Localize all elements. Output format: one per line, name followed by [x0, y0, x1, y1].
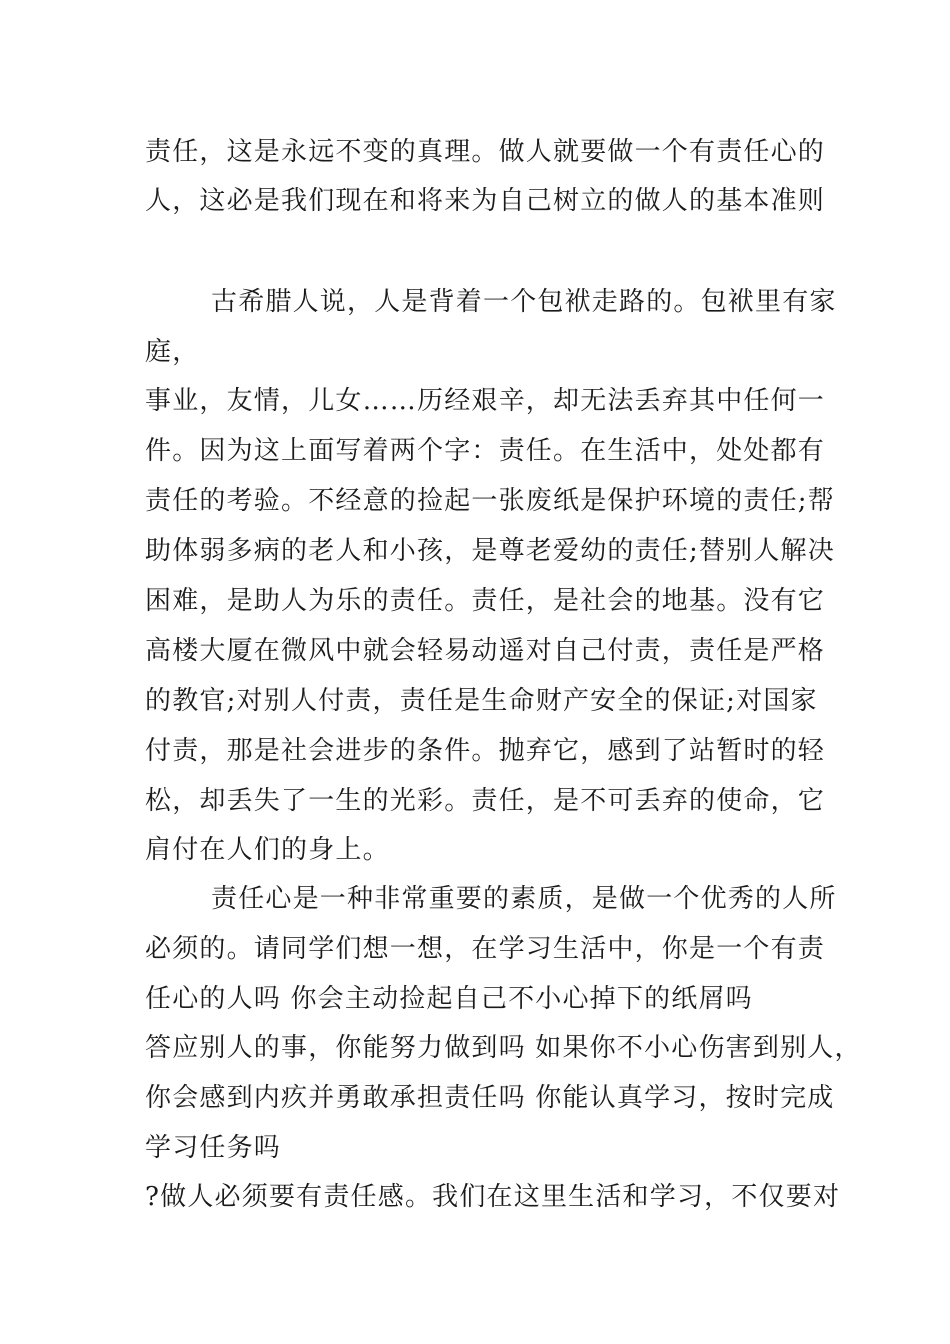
text-line: 责任的考验。不经意的捡起一张废纸是保护环境的责任;帮	[145, 486, 835, 516]
text-line: 高楼大厦在微风中就会轻易动遥对自己付责，责任是严格	[145, 636, 826, 666]
text-line: 责任，这是永远不变的真理。做人就要做一个有责任心的	[145, 137, 826, 167]
text-line: 困难，是助人为乐的责任。责任，是社会的地基。没有它	[145, 586, 826, 616]
text-line: 肩付在人们的身上。	[145, 835, 390, 865]
text-line: 松，却丢失了一生的光彩。责任，是不可丢弃的使命，它	[145, 786, 826, 816]
text-line: 你会感到内疚并勇敢承担责任吗 你能认真学习，按时完成	[145, 1083, 835, 1113]
text-line: 答应别人的事，你能努力做到吗 如果你不小心伤害到别人，	[145, 1033, 862, 1063]
text-line: 事业，友情，儿女……历经艰辛，却无法丢弃其中任何一	[145, 386, 826, 416]
text-line: 件。因为这上面写着两个字：责任。在生活中，处处都有	[145, 436, 826, 466]
text-line: 任心的人吗 你会主动捡起自己不小心掉下的纸屑吗	[145, 984, 753, 1014]
text-line: 人，这必是我们现在和将来为自己树立的做人的基本准则	[145, 186, 826, 216]
text-line: 必须的。请同学们想一想，在学习生活中，你是一个有责	[145, 934, 826, 964]
text-line: 助体弱多病的老人和小孩，是尊老爱幼的责任;替别人解决	[145, 536, 835, 566]
text-line: 学习任务吗	[145, 1133, 282, 1163]
text-line: 的教官;对别人付责，责任是生命财产安全的保证;对国家	[145, 686, 818, 716]
paragraph-first-line: 古希腊人说，人是背着一个包袱走路的。包袱里有家	[211, 287, 837, 317]
paragraph-first-line: 责任心是一种非常重要的素质，是做一个优秀的人所	[211, 884, 837, 914]
text-line: ?做人必须要有责任感。我们在这里生活和学习，不仅要对	[145, 1182, 841, 1212]
text-line: 庭，	[145, 337, 200, 367]
text-line: 付责，那是社会进步的条件。抛弃它，感到了站暂时的轻	[145, 736, 826, 766]
